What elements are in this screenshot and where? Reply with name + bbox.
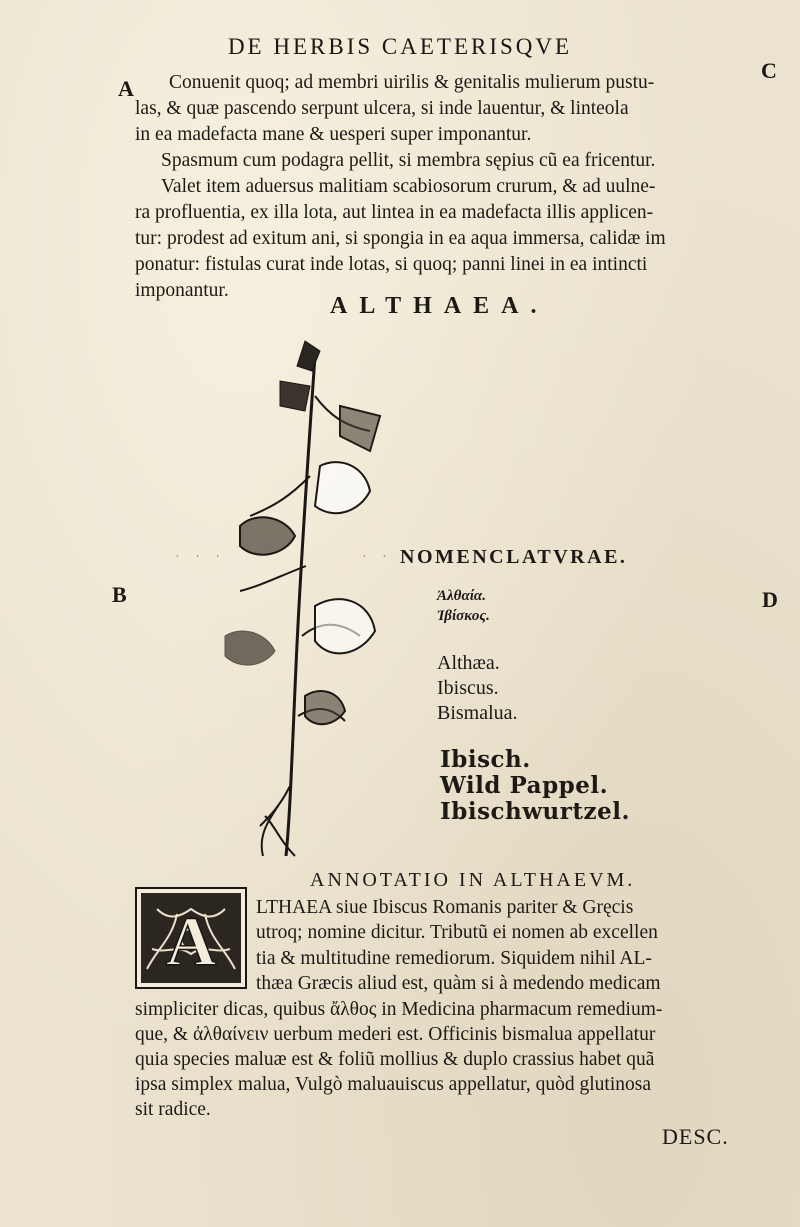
plant-title: ALTHAEA. [330, 293, 549, 319]
text-line: las, & quæ pascendo serpunt ulcera, si inde lauentur, & linteola [135, 98, 629, 119]
text-line: imponantur. [135, 280, 229, 301]
greek-name: Ἰβίσκος. [437, 608, 490, 624]
german-name: Wild Pappel. [440, 772, 609, 799]
latin-name: Ibiscus. [437, 677, 499, 699]
nomenclature-title: NOMENCLATVRAE. [400, 546, 628, 568]
opening-paragraph [135, 70, 765, 304]
text-line: tur: prodest ad exitum ani, si spongia in ea aqua immersa, calidæ im [135, 228, 666, 249]
text-line: in ea madefacta mane & uesperi super imponantur. [135, 124, 532, 145]
margin-letter-c: C [761, 58, 777, 83]
dotted-leader: · · [362, 550, 393, 565]
annotation-line: sit radice. [135, 1099, 211, 1120]
text-line: Spasmum cum podagra pellit, si membra sępius cũ ea fricentur. [161, 150, 656, 171]
running-head: DE HERBIS CAETERISQVE [227, 34, 573, 59]
dotted-leader: · · · [175, 550, 226, 565]
text-line: ra profluentia, ex illa lota, aut lintea in ea madefacta illis applicen- [135, 202, 654, 223]
annotation-line: que, & ἀλθαίνειν uerbum mederi est. Officinis bismalua appellatur [135, 1024, 656, 1045]
text-line: ponatur: fistulas curat inde lotas, si quoq; panni linei in ea intincti [135, 254, 648, 275]
annotation-line: utroq; nomine dicitur. Tributũ ei nomen ab excellen [256, 922, 658, 943]
althaea-woodcut-illustration [220, 336, 400, 866]
annotation-line: quia species maluæ est & foliũ mollius & duplo crassius habet quã [135, 1049, 655, 1070]
latin-name: Althæa. [437, 652, 500, 674]
german-name: Ibisch. [440, 746, 531, 773]
annotation-title: ANNOTATIO IN ALTHAEVM. [310, 869, 636, 891]
annotation-line: tia & multitudine remediorum. Siquidem nihil AL- [256, 948, 652, 969]
greek-name: Ἀλθαία. [437, 588, 486, 604]
annotation-line: simpliciter dicas, quibus ἄλθος in Medicina pharmacum remedium- [135, 999, 663, 1020]
german-name: Ibischwurtzel. [440, 798, 630, 825]
annotation-line: ipsa simplex malua, Vulgò maluauiscus appellatur, quòd glutinosa [135, 1074, 651, 1095]
text-line: Valet item aduersus malitiam scabiosorum crurum, & ad uulne- [161, 176, 656, 197]
annotation-line: LTHAEA siue Ibiscus Romanis pariter & Gręcis [256, 897, 634, 918]
margin-letter-a: A [118, 76, 134, 101]
latin-name: Bismalua. [437, 702, 518, 724]
catchword: DESC. [662, 1124, 729, 1149]
margin-letter-b: B [112, 582, 127, 607]
margin-letter-d: D [762, 587, 778, 612]
drop-cap-letter: A [165, 904, 217, 981]
text-line: Conuenit quoq; ad membri uirilis & genitalis mulierum pustu- [169, 72, 655, 93]
drop-cap-ornament-icon [137, 889, 245, 987]
annotation-line: thæa Græcis aliud est, quàm si à medendo medicam [256, 973, 661, 994]
decorated-drop-cap [135, 887, 247, 989]
